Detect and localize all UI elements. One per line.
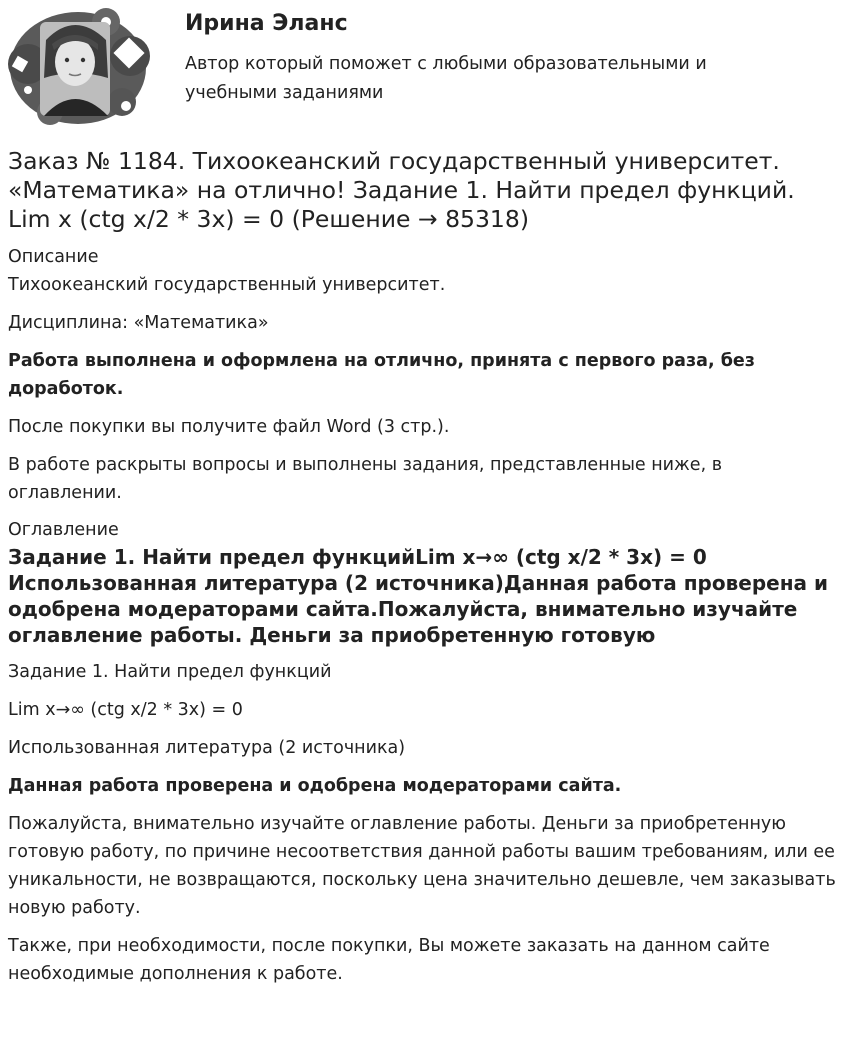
discipline-text: Дисциплина: «Математика» xyxy=(8,313,269,333)
author-name: Ирина Эланс xyxy=(185,11,348,36)
file-info-text: После покупки вы получите файл Word (3 стр.). xyxy=(8,417,450,437)
author-header xyxy=(0,0,847,130)
toc-addons: Также, при необходимости, после покупки, Вы можете заказать на данном сайте необходимые дополнения к работе. xyxy=(8,936,770,984)
page-title: Заказ № 1184. Тихоокеанский государственный университет. «Математика» на отлично! Задание 1. Найти предел функций. Lim x (ctg x/2 * 3x) = 0 (Решение → 85318) xyxy=(8,147,795,233)
author-avatar xyxy=(6,6,152,128)
toc-label: Оглавление xyxy=(8,520,119,540)
main-content xyxy=(8,147,840,988)
toc-heading: Задание 1. Найти предел функцийLim x→∞ (ctg x/2 * 3x) = 0 Использованная литература (2 источника)Данная работа проверена и одобрена модераторами сайта.Пожалуйста, внимательно изучайте оглавление работы. Деньги за приобретенную готовую xyxy=(8,545,829,647)
author-description: Автор который поможет с любыми образовательными и учебными заданиями xyxy=(185,54,707,103)
quality-text: Работа выполнена и оформлена на отлично, принята с первого раза, без доработок. xyxy=(8,351,755,399)
toc-approved: Данная работа проверена и одобрена модераторами сайта. xyxy=(8,776,622,796)
toc-formula: Lim x→∞ (ctg x/2 * 3x) = 0 xyxy=(8,700,243,720)
contents-note-text: В работе раскрыты вопросы и выполнены задания, представленные ниже, в оглавлении. xyxy=(8,455,723,503)
toc-warning: Пожалуйста, внимательно изучайте оглавление работы. Деньги за приобретенную готовую работу, по причине несоответствия данной работы вашим требованиям, или ее уникальности, не возвращаются, поскольку цена значительно дешевле, чем заказывать новую работу. xyxy=(8,814,836,918)
university-text: Тихоокеанский государственный университет. xyxy=(8,275,446,295)
toc-literature: Использованная литература (2 источника) xyxy=(8,738,406,758)
description-label: Описание xyxy=(8,247,99,267)
toc-task: Задание 1. Найти предел функций xyxy=(8,662,332,682)
